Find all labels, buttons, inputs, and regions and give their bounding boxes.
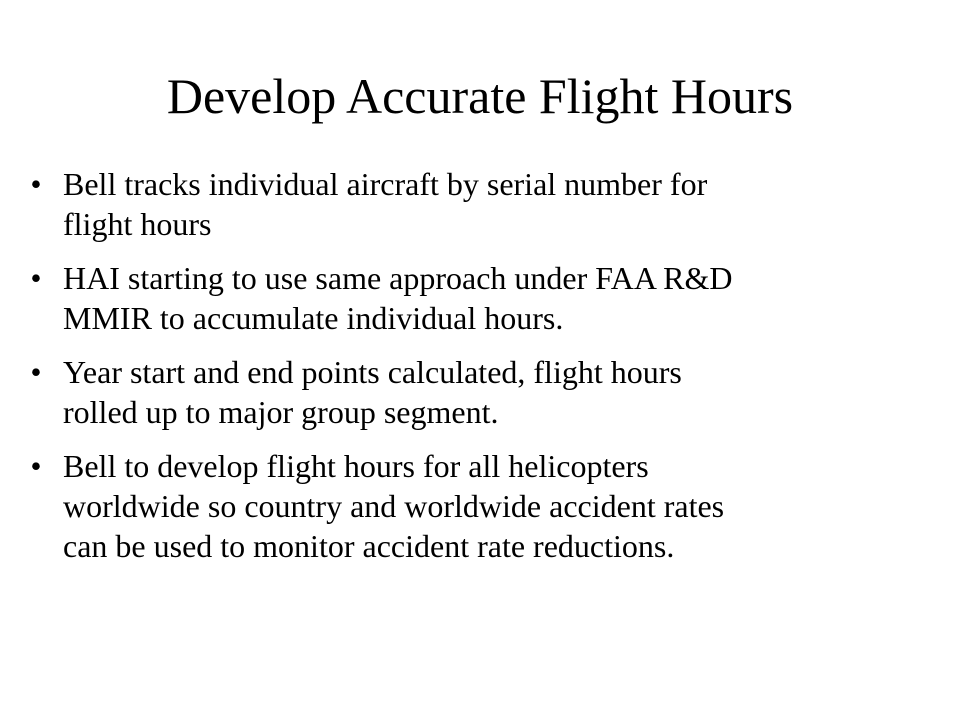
bullet-item-1: [0, 164, 863, 244]
bullet-icon: •: [30, 260, 42, 296]
bullet-item-2: [0, 258, 863, 338]
bullet-item-4: [0, 446, 863, 566]
bullet-text: HAI starting to use same approach under FAA R&D MMIR to accumulate individual hours.: [63, 260, 733, 336]
bullet-icon: •: [30, 166, 42, 202]
bullet-text: Bell tracks individual aircraft by serial number for flight hours: [63, 166, 708, 242]
bullet-text: Bell to develop flight hours for all helicopters worldwide so country and worldwide accident rates can be used to monitor accident rate reductions.: [63, 448, 725, 564]
bullet-list: [0, 164, 960, 580]
bullet-icon: •: [30, 448, 42, 484]
slide-title: Develop Accurate Flight Hours: [166, 68, 794, 124]
bullet-icon: •: [30, 354, 42, 390]
bullet-item-3: [0, 352, 863, 432]
bullet-text: Year start and end points calculated, flight hours rolled up to major group segment.: [63, 354, 682, 430]
